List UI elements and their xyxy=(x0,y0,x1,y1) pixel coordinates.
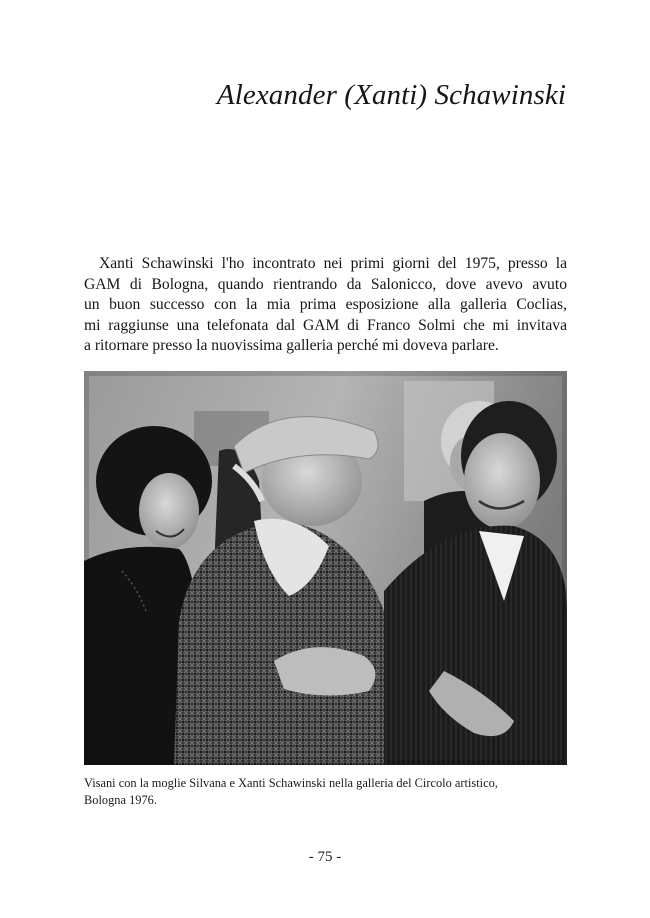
caption-line: Visani con la moglie Silvana e Xanti Schawinski nella galleria del Circolo artistico, xyxy=(84,776,498,790)
chapter-title: Alexander (Xanti) Schawinski xyxy=(216,79,566,111)
photo-caption xyxy=(84,775,567,809)
paragraph-line: un buon successo con la mia prima esposizione alla galleria Coclias, xyxy=(84,296,567,313)
black-and-white-photo xyxy=(84,371,567,765)
caption-line: Bologna 1976. xyxy=(84,793,157,807)
paragraph-line: Xanti Schawinski l'ho incontrato nei primi giorni del 1975, presso la xyxy=(99,255,567,272)
page-number: - 75 - xyxy=(308,849,342,865)
paragraph-line: GAM di Bologna, quando rientrando da Salonicco, dove avevo avuto xyxy=(84,275,567,293)
photo-illustration xyxy=(84,371,567,765)
body-paragraph xyxy=(84,254,567,357)
paragraph-line: a ritornare presso la nuovissima galleria perché mi doveva parlare. xyxy=(84,337,499,354)
paragraph-line: mi raggiunse una telefonata dal GAM di Franco Solmi che mi invitava xyxy=(84,316,567,334)
